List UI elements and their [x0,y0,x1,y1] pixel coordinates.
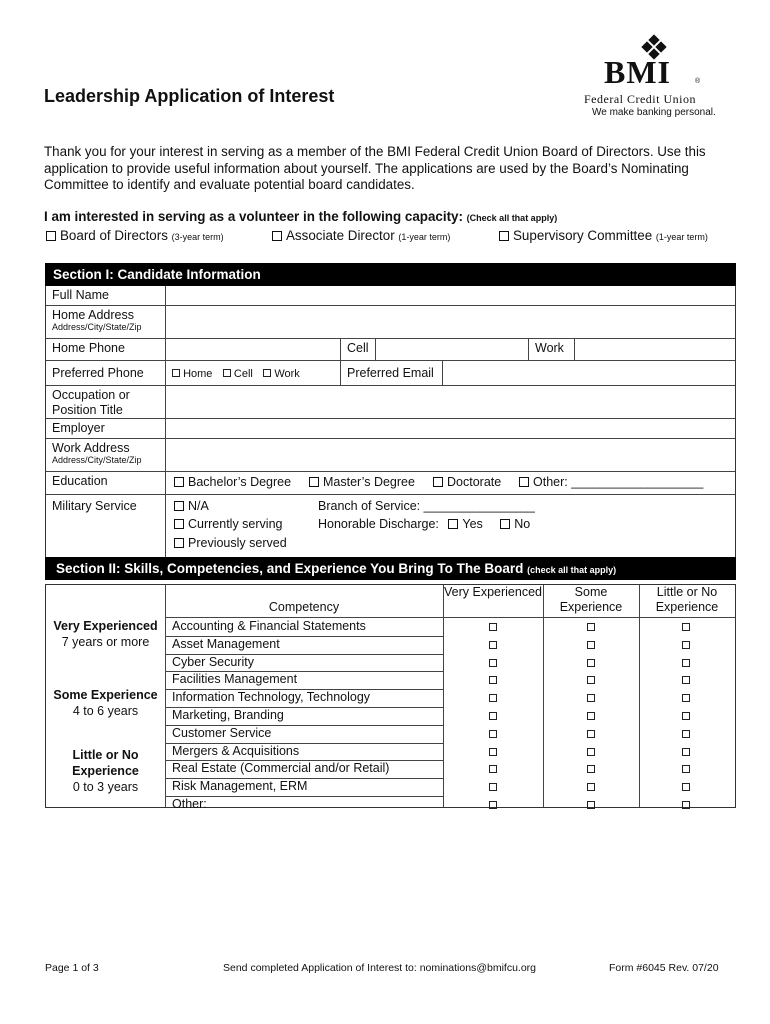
capacity-board-option[interactable] [46,228,224,243]
legend-title: Very Experienced [53,619,158,633]
intro-paragraph: Thank you for your interest in serving as a member of the BMI Federal Credit Union Board of Directors. Use this application to provide useful information about yourself. The applications are used by the Board’s Nominating Committee to identify and evaluate potential board candidates. [44,144,706,192]
little-experience-checkbox[interactable] [682,765,690,773]
option-label: Doctorate [447,475,502,489]
very-experienced-checkbox[interactable] [489,676,497,684]
full-name-field[interactable] [165,286,735,305]
very-experienced-checkbox[interactable] [489,730,497,738]
checkbox[interactable] [499,231,509,241]
logo-name: BMI [604,54,671,90]
checkbox[interactable] [500,519,510,529]
competency-label: Accounting & Financial Statements [172,619,366,633]
checkbox[interactable] [433,477,443,487]
row-preferred-phone [46,361,735,386]
little-experience-checkbox[interactable] [682,676,690,684]
checkbox[interactable] [263,369,271,377]
interest-text: I am interested in serving as a volunteer in the following capacity: [44,209,463,224]
checkbox[interactable] [223,369,231,377]
some-experience-checkbox[interactable] [587,765,595,773]
divider [443,585,444,807]
cell-phone-field[interactable] [375,339,528,360]
occupation-field[interactable] [165,386,735,418]
honorable-discharge [318,517,530,531]
legend-very [46,618,165,650]
row-military [46,495,735,558]
capacity-supervisory-option[interactable] [499,228,708,243]
legend-title: Some Experience [53,688,158,702]
option-label: Yes [462,517,483,531]
some-experience-checkbox[interactable] [587,801,595,809]
skills-table [45,584,736,811]
work-address-field[interactable] [165,439,735,471]
option-term: (1-year term) [398,232,451,242]
header-very-experienced: Very Experienced [444,585,542,599]
competency-label: Marketing, Branding [172,708,284,722]
military-label: Military Service [52,499,137,513]
discharge-label: Honorable Discharge: [318,517,439,531]
occupation-label: Occupation or Position Title [52,388,130,417]
some-experience-checkbox[interactable] [587,730,595,738]
discharge-no-option[interactable] [486,517,530,531]
very-experienced-checkbox[interactable] [489,801,497,809]
row-full-name [46,286,735,306]
checkbox[interactable] [174,477,184,487]
education-bachelors-option[interactable] [174,475,291,489]
row-occupation [46,386,735,419]
military-na-option[interactable] [174,499,209,513]
row-education [46,472,735,495]
home-phone-field[interactable] [165,339,340,360]
option-label: Bachelor’s Degree [188,475,292,489]
divider [639,585,640,807]
bmi-logo [580,34,720,120]
option-label: Home [183,368,213,380]
checkbox[interactable] [174,519,184,529]
competency-label: Information Technology, Technology [172,690,371,705]
employer-label: Employer [52,421,105,435]
preferred-home-option[interactable] [172,368,212,380]
some-experience-checkbox[interactable] [587,712,595,720]
very-experienced-checkbox[interactable] [489,712,497,720]
home-address-sub: Address/City/State/Zip [52,322,142,332]
checkbox[interactable] [272,231,282,241]
option-label: Work [274,368,300,380]
logo-registered: ® [695,78,701,85]
footer-page: Page 1 of 3 [45,962,99,974]
checkbox[interactable] [448,519,458,529]
education-doctorate-option[interactable] [433,475,501,489]
work-label: Work [528,339,574,360]
some-experience-checkbox[interactable] [587,748,595,756]
header-competency: Competency [268,600,340,614]
competency-label: Real Estate (Commercial and/or Retail) [172,761,390,776]
row-home-address [46,306,735,339]
work-address-label [46,439,165,471]
legend-desc: 4 to 6 years [72,704,139,718]
home-address-label [46,306,165,338]
very-experienced-checkbox[interactable] [489,694,497,702]
checkbox[interactable] [519,477,529,487]
option-label: No [514,517,531,531]
very-experienced-checkbox[interactable] [489,659,497,667]
interest-heading [44,209,557,224]
home-phone-label: Home Phone [52,341,125,355]
section2-header [45,557,736,580]
little-experience-checkbox[interactable] [682,748,690,756]
some-experience-checkbox[interactable] [587,623,595,631]
footer-form: Form #6045 Rev. 07/20 [609,962,719,974]
home-address-field[interactable] [165,306,735,338]
very-experienced-checkbox[interactable] [489,783,497,791]
some-experience-checkbox[interactable] [587,641,595,649]
checkbox[interactable] [46,231,56,241]
military-previous-option[interactable] [174,536,287,550]
option-label: Associate Director [286,228,395,243]
row-home-phone [46,339,735,361]
cell-label: Cell [340,339,375,360]
competency-label: Cyber Security [172,654,254,669]
option-label: Other: ___________________ [533,475,704,489]
divider [165,617,735,618]
competency-label: Customer Service [172,725,272,740]
competency-label: Risk Management, ERM [172,779,308,794]
preferred-phone-options [165,361,340,385]
competency-label: Asset Management [172,636,280,651]
competency-label: Mergers & Acquisitions [172,743,300,758]
competency-label: Other: [172,797,207,811]
checkbox[interactable] [172,369,180,377]
preferred-work-option[interactable] [263,368,300,380]
little-experience-checkbox[interactable] [682,730,690,738]
very-experienced-checkbox[interactable] [489,623,497,631]
header-some-experience: Some Experience [559,585,623,614]
little-experience-checkbox[interactable] [682,712,690,720]
divider [543,585,544,807]
preferred-phone-label: Preferred Phone [52,366,144,380]
section2-note: (check all that apply) [527,565,617,575]
option-label: Cell [233,368,253,380]
full-name-label: Full Name [52,288,109,302]
option-term: (1-year term) [655,232,708,242]
education-masters-option[interactable] [309,475,415,489]
education-label: Education [52,474,108,488]
military-options [165,495,735,558]
preferred-email-field[interactable] [442,361,735,385]
discharge-yes-option[interactable] [442,517,482,531]
row-employer [46,419,735,439]
legend-desc: 7 years or more [61,635,150,649]
option-label: Previously served [188,536,287,550]
legend-desc: 0 to 3 years [72,780,139,794]
some-experience-checkbox[interactable] [587,694,595,702]
capacity-options [44,228,734,246]
legend-little [46,747,165,795]
option-label: Supervisory Committee [513,228,653,243]
work-phone-field[interactable] [574,339,735,360]
some-experience-checkbox[interactable] [587,676,595,684]
little-experience-checkbox[interactable] [682,641,690,649]
very-experienced-checkbox[interactable] [489,748,497,756]
work-address-text: Work Address [52,441,130,455]
option-label: Master’s Degree [323,475,415,489]
little-experience-checkbox[interactable] [682,783,690,791]
option-label: Currently serving [188,517,283,531]
section1-header: Section I: Candidate Information [45,263,736,286]
checkbox[interactable] [174,501,184,511]
section2-title: Section II: Skills, Competencies, and Experience You Bring To The Board [56,561,524,576]
some-experience-checkbox[interactable] [587,783,595,791]
preferred-cell-option[interactable] [223,368,253,380]
interest-note: (Check all that apply) [466,213,558,223]
checkbox[interactable] [309,477,319,487]
little-experience-checkbox[interactable] [682,623,690,631]
employer-field[interactable] [165,419,735,438]
work-address-sub: Address/City/State/Zip [52,455,142,465]
footer-send: Send completed Application of Interest to: nominations@bmifcu.org [223,962,537,974]
divider [165,585,166,807]
option-label: N/A [188,499,209,513]
page-title: Leadership Application of Interest [44,86,335,106]
header-little-experience: Little or No Experience [655,585,719,614]
capacity-associate-option[interactable] [272,228,450,243]
little-experience-checkbox[interactable] [682,801,690,809]
some-experience-checkbox[interactable] [587,659,595,667]
very-experienced-checkbox[interactable] [489,641,497,649]
education-options [165,472,735,494]
little-experience-checkbox[interactable] [682,659,690,667]
checkbox[interactable] [174,538,184,548]
option-term: (3-year term) [171,232,224,242]
section1-grid [45,286,736,559]
competency-label: Facilities Management [172,672,298,687]
logo-tagline: We make banking personal. [592,107,716,118]
home-address-text: Home Address [52,308,134,322]
preferred-email-label: Preferred Email [340,361,442,385]
row-work-address [46,439,735,472]
little-experience-checkbox[interactable] [682,694,690,702]
military-current-option[interactable] [174,517,282,531]
application-form [45,263,736,811]
legend-some [46,687,165,719]
branch-of-service[interactable]: Branch of Service: ________________ [318,499,535,513]
option-label: Board of Directors [60,228,168,243]
logo-subtitle: Federal Credit Union [584,92,696,106]
legend-title: Little or No Experience [72,748,139,778]
very-experienced-checkbox[interactable] [489,765,497,773]
education-other-option[interactable] [519,475,703,489]
